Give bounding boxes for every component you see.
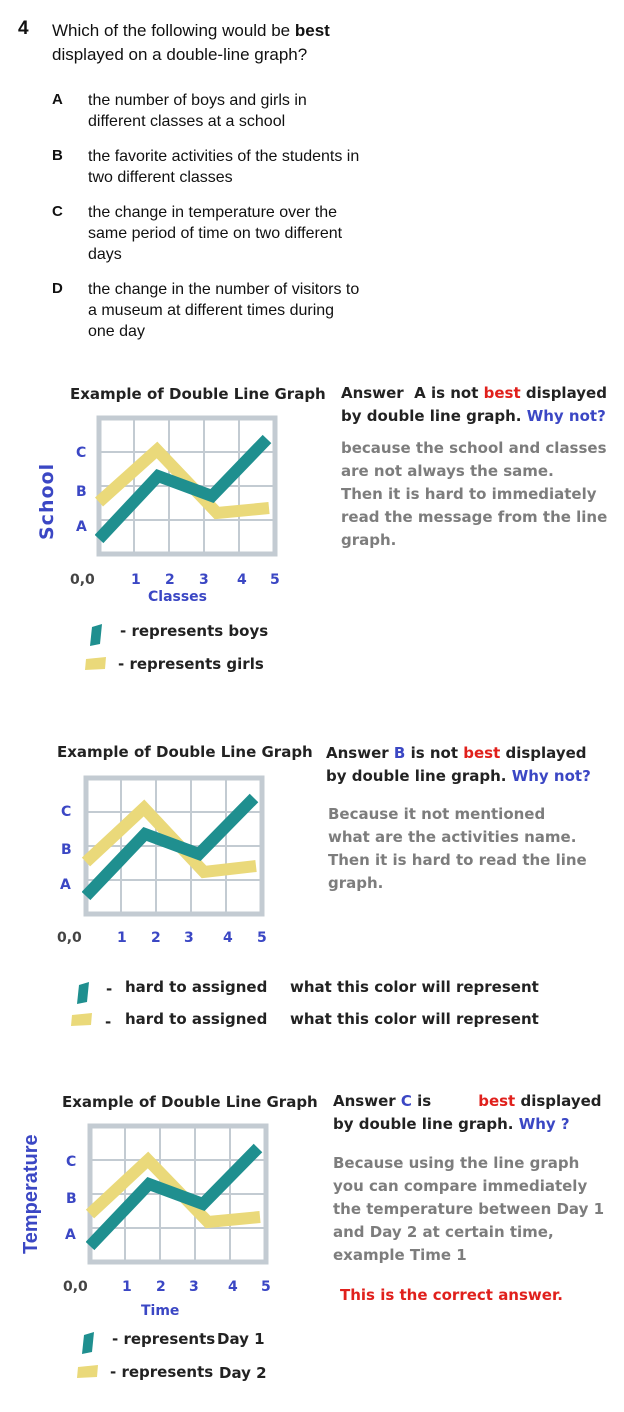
option-letter-a: A <box>52 91 63 108</box>
legend-extra: Day 1 <box>217 1330 265 1348</box>
answer-why: Why ? <box>518 1115 570 1133</box>
option-text-d <box>88 279 418 342</box>
explanation-line: you can compare immediately <box>333 1177 588 1195</box>
explanation-line: Then it is hard to immediately <box>341 485 597 503</box>
yellow-swatch-icon <box>76 1364 100 1380</box>
question-line2: displayed on a double-line graph? <box>52 45 308 64</box>
legend-extra: Day 2 <box>219 1364 267 1382</box>
answer-suffix: displayed <box>505 744 587 762</box>
y-axis-title: Temperature <box>20 1134 42 1254</box>
answer-letter: A <box>414 384 426 402</box>
explanation-line: graph. <box>328 874 384 892</box>
explanation-line: are not always the same. <box>341 462 554 480</box>
option-d-line: a museum at different times during <box>88 302 335 319</box>
y-tick-label: B <box>61 842 72 858</box>
explanation-line: Because using the line graph <box>333 1154 580 1172</box>
explanation <box>328 803 618 895</box>
legend-dash: - <box>106 980 113 998</box>
explanation-line: Then it is hard to read the line <box>328 851 587 869</box>
double-line-graph <box>86 1122 271 1267</box>
legend-text: - represents girls <box>118 655 264 673</box>
graph-title: Example of Double Line Graph <box>62 1093 318 1111</box>
explanation <box>341 437 621 552</box>
option-text-a <box>88 90 418 132</box>
correct-answer-note: This is the correct answer. <box>340 1286 563 1304</box>
answer-heading <box>333 1090 623 1136</box>
series-boys-line <box>99 439 267 539</box>
y-axis-title: School <box>36 462 58 540</box>
explanation-line: and Day 2 at certain time, <box>333 1223 554 1241</box>
answer-line2: by double line graph. <box>326 767 507 785</box>
graph-title: Example of Double Line Graph <box>57 743 313 761</box>
x-axis-title: Classes <box>148 589 208 605</box>
graph-title: Example of Double Line Graph <box>70 385 326 403</box>
option-b-line: the favorite activities of the students in <box>88 148 360 165</box>
teal-swatch-icon <box>78 1332 98 1356</box>
teal-swatch-icon <box>73 982 93 1006</box>
answer-line2: by double line graph. <box>341 407 522 425</box>
x-tick-label: 3 <box>184 930 194 946</box>
x-tick-label: 4 <box>237 572 247 588</box>
x-tick-label: 2 <box>165 572 175 588</box>
double-line-graph <box>82 774 267 919</box>
explanation-line: Because it not mentioned <box>328 805 546 823</box>
teal-swatch-icon <box>86 624 106 648</box>
legend-text: - represents <box>112 1330 216 1348</box>
option-c-line: days <box>88 246 122 263</box>
x-tick-label: 2 <box>156 1279 166 1295</box>
answer-heading <box>341 382 621 428</box>
option-d-line: one day <box>88 323 145 340</box>
legend-text: hard to assigned <box>125 1010 268 1028</box>
option-c-line: the change in temperature over the <box>88 204 338 221</box>
origin-label: 0,0 <box>57 930 82 946</box>
option-letter-b: B <box>52 147 63 164</box>
y-tick-label: B <box>76 484 87 500</box>
answer-prefix: Answer <box>326 744 389 762</box>
answer-heading <box>326 742 616 788</box>
x-tick-label: 1 <box>117 930 127 946</box>
y-tick-label: A <box>65 1227 76 1243</box>
double-line-graph <box>95 414 280 559</box>
option-a-line: different classes at a school <box>88 113 286 130</box>
answer-middle: is not <box>410 744 459 762</box>
answer-letter: C <box>400 1092 412 1110</box>
x-tick-label: 2 <box>151 930 161 946</box>
option-d-line: the change in the number of visitors to <box>88 281 360 298</box>
answer-best: best <box>463 744 501 762</box>
x-tick-label: 5 <box>270 572 280 588</box>
question-text <box>52 19 330 67</box>
legend-extra: what this color will represent <box>290 978 539 996</box>
answer-line2: by double line graph. <box>333 1115 514 1133</box>
answer-best: best <box>483 384 521 402</box>
x-tick-label: 1 <box>131 572 141 588</box>
answer-why: Why not? <box>526 407 606 425</box>
legend-dash: - <box>105 1013 112 1031</box>
answer-middle: is not <box>430 384 479 402</box>
explanation-line: what are the activities name. <box>328 828 577 846</box>
yellow-swatch-icon <box>70 1012 94 1028</box>
legend-extra: what this color will represent <box>290 1010 539 1028</box>
answer-prefix: Answer <box>341 384 404 402</box>
legend-text: hard to assigned <box>125 978 268 996</box>
explanation-line: graph. <box>341 531 397 549</box>
explanation-line: because the school and classes <box>341 439 607 457</box>
y-tick-label: B <box>66 1191 77 1207</box>
answer-prefix: Answer <box>333 1092 396 1110</box>
x-tick-label: 1 <box>122 1279 132 1295</box>
x-tick-label: 3 <box>199 572 209 588</box>
origin-label: 0,0 <box>70 572 95 588</box>
yellow-swatch-icon <box>84 656 108 672</box>
option-letter-d: D <box>52 280 63 297</box>
question-number: 4 <box>18 18 29 39</box>
option-b-line: two different classes <box>88 169 233 186</box>
x-tick-label: 3 <box>189 1279 199 1295</box>
x-tick-label: 5 <box>257 930 267 946</box>
explanation <box>333 1152 623 1267</box>
option-a-line: the number of boys and girls in <box>88 92 307 109</box>
y-tick-label: C <box>76 445 87 461</box>
answer-suffix: displayed <box>520 1092 602 1110</box>
answer-letter: B <box>393 744 406 762</box>
origin-label: 0,0 <box>63 1279 88 1295</box>
option-text-b <box>88 146 418 188</box>
option-letter-c: C <box>52 203 63 220</box>
y-tick-label: A <box>76 519 87 535</box>
answer-suffix: displayed <box>525 384 607 402</box>
answer-middle: is <box>417 1092 432 1110</box>
answer-best: best <box>478 1092 516 1110</box>
legend-text: - represents boys <box>120 622 269 640</box>
option-c-line: same period of time on two different <box>88 225 343 242</box>
question-emphasis: best <box>294 21 330 40</box>
x-axis-title: Time <box>141 1303 180 1319</box>
x-tick-label: 5 <box>261 1279 271 1295</box>
x-tick-label: 4 <box>223 930 233 946</box>
legend-text: - represents <box>110 1363 214 1381</box>
explanation-line: read the message from the line <box>341 508 608 526</box>
option-text-c <box>88 202 418 265</box>
answer-why: Why not? <box>511 767 591 785</box>
question-line1: Which of the following would be <box>52 21 295 40</box>
x-tick-label: 4 <box>228 1279 238 1295</box>
explanation-line: example Time 1 <box>333 1246 467 1264</box>
explanation-line: the temperature between Day 1 <box>333 1200 605 1218</box>
y-tick-label: A <box>60 877 71 893</box>
y-tick-label: C <box>61 804 72 820</box>
y-tick-label: C <box>66 1154 77 1170</box>
